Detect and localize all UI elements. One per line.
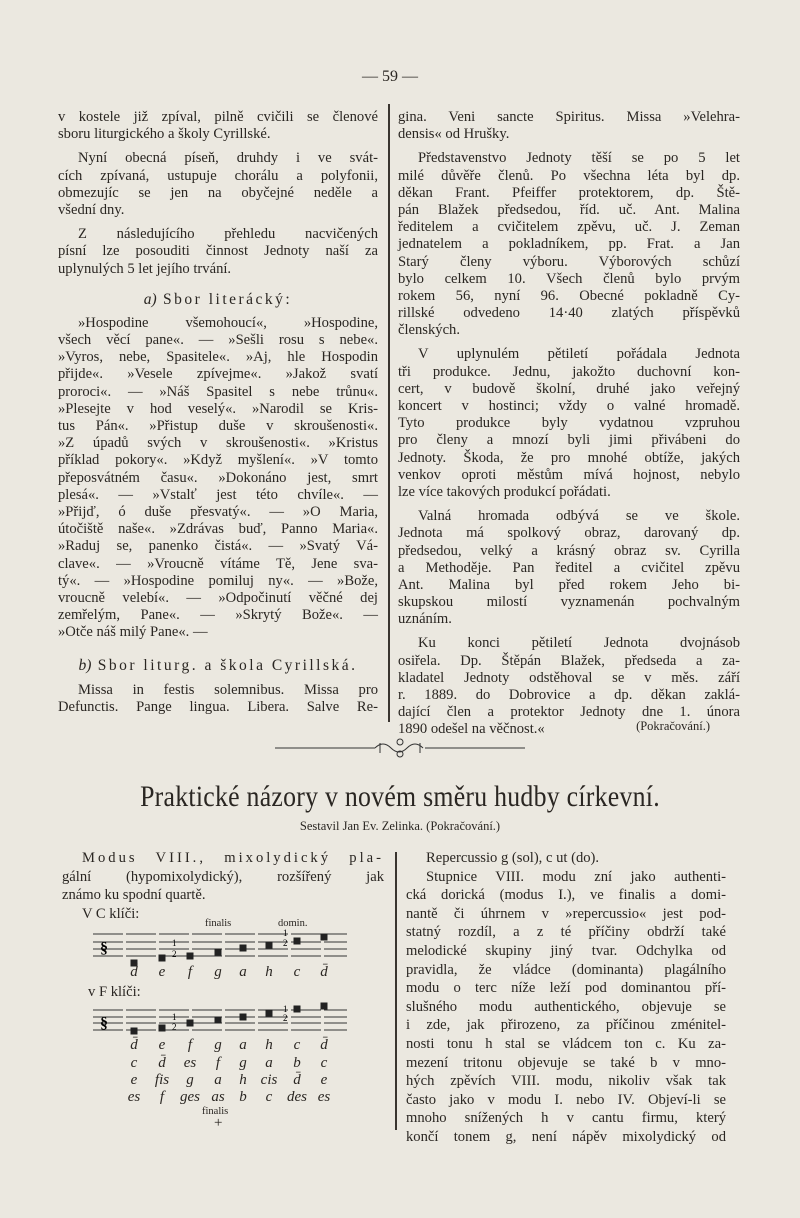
note-name: a (239, 964, 247, 980)
text-line: plesá«. — »Vstalť jest této chvíle«. — (58, 486, 378, 503)
text-line: slušného modu authentického, objevuje se (406, 998, 726, 1015)
text-line: Modus VIII., mixolydický pla- (82, 850, 384, 866)
text-line: Ku konci pětiletí Jednota dvojnásob (418, 635, 740, 652)
text-line: lze více takových produkcí pořádati. (398, 483, 611, 500)
note-name: g (239, 1055, 247, 1071)
text-line: Defunctis. Pange lingua. Libera. Salve Re- (58, 698, 378, 715)
text-line: Představenstvo Jednoty těší se po 5 let (418, 150, 740, 167)
text-line: tý«. — »Hospodine pomiluj ny«. — »Bože, (58, 572, 378, 589)
c-clef-label: V C klíči: (82, 905, 140, 922)
text-line: melodické skupiny jiný tvar. Odchylka od (406, 942, 726, 959)
c-clef-note-names (120, 964, 350, 982)
note-name: ges (180, 1089, 200, 1105)
text-line: uplynulých 5 let jejího trvání. (58, 260, 232, 277)
note-name: as (211, 1089, 225, 1105)
note-name: f (215, 1055, 221, 1071)
text-line: mezení tritonu objevuje se také b v mno- (406, 1054, 726, 1071)
text-line: děkan Frant. Pfeiffer protektorem, dp. Ště- (398, 184, 740, 201)
note-square (294, 1006, 301, 1013)
text-line: písní lze posouditi činnost Jednoty naší za (58, 243, 378, 260)
interval-mark: 1 (283, 928, 288, 938)
text-line: »Raduj se, panenko čistá«. — »Svatý Vá- (58, 538, 378, 555)
note-name: cis (260, 1072, 278, 1088)
note-square (266, 942, 273, 949)
text-line: dající člen a protektor Jednoty dne 1. února (398, 704, 740, 721)
interval-mark: 2 (283, 938, 288, 948)
finalis-label: finalis (202, 1106, 229, 1117)
text-line: tři produkce. Jednu, jakožto duchovní kon- (398, 363, 740, 380)
interval-mark: 2 (283, 1013, 288, 1023)
note-name: c (293, 1037, 301, 1053)
text-line: milé důvěře členů. Po všechna léta byl dp. (398, 167, 740, 184)
text-line: všech věcí pane«. — »Sešli rosu s nebe«. (58, 332, 378, 349)
text-line: »Z úpadů svých v skroušenosti«. »Kristus (58, 435, 378, 452)
text-line: vroucně velebí«. — »Odpočinutí věčné dej (58, 589, 378, 606)
text-line: Jednota má spolkový obraz, darovaný dp. (398, 525, 740, 542)
note-square (240, 1014, 247, 1021)
text-line: »Hospodine všemohoucí«, »Hospodine, (78, 314, 378, 331)
c-clef-staff-lines (93, 934, 347, 967)
text-line: Starý členy výboru. Výborových schůzí (398, 253, 740, 270)
staff-label-finalis: finalis (205, 918, 232, 929)
text-line: ředitelem a cvičitelem zpěvu, uč. J. Zeman (398, 219, 740, 236)
interval-mark: 1 (172, 938, 177, 948)
text-line: známo ku spodní quartě. (62, 887, 206, 904)
note-square (215, 1017, 222, 1024)
clef-icon: § (100, 1015, 108, 1032)
note-name: g (214, 1037, 222, 1053)
f-clef-note-row (120, 1037, 350, 1055)
note-name: c (320, 1055, 328, 1071)
column-divider-bottom (395, 852, 397, 1130)
note-name: c (265, 1089, 273, 1105)
note-name: c (130, 1055, 138, 1071)
text-line: pravidla, že vládce (dominanta) plagálního (406, 961, 726, 978)
note-square (131, 1028, 138, 1035)
text-line: Ant. Malina byl před rokem Jeho bi- (398, 576, 740, 593)
text-line: uznáním. (398, 611, 452, 628)
text-line: nantě či úhrnem v »repercussio« jest pod- (406, 905, 726, 922)
note-name: d̄ (130, 964, 138, 980)
note-square (294, 938, 301, 945)
note-name: es (317, 1089, 331, 1105)
text-line: bylo celkem 10. Všech členů bylo prvým (398, 270, 740, 287)
note-name: f (187, 1037, 193, 1053)
text-line: clave«. — »Vroucně vítáme Tě, Jene sva- (58, 555, 378, 572)
text-line: venkov oproti městům mívá hojnost, nebylo (398, 466, 740, 483)
note-name: h (239, 1072, 247, 1088)
text-line: koncert v hostinci; vždy o valné hromadě. (398, 398, 740, 414)
text-line: cích zpívaná, ustupuje chorálu a polyfonii, (58, 167, 378, 184)
continuation-note: (Pokračování.) (636, 719, 710, 733)
text-line: r. 1889. do Dobrovice a dp. děkan zaklá- (398, 687, 740, 703)
heading-letter: b) (78, 657, 92, 675)
heading-letter: a) (143, 290, 157, 308)
staff-label-dominant: domin. (278, 918, 308, 929)
text-line: přeposvátném času«. »Dokonáno jest, smrt (58, 469, 378, 486)
bottom-right-column (406, 849, 726, 1147)
text-line: skupskou milostí vyznamenán pochvalným (398, 594, 740, 611)
note-square (266, 1010, 273, 1017)
note-square (321, 1003, 328, 1010)
note-square (240, 945, 247, 952)
note-name: g (214, 964, 222, 980)
text-line: kladatel Jednoty odstěhoval se v měs. září (398, 669, 740, 686)
f-clef-note-row (120, 1072, 350, 1090)
note-name: e (158, 1037, 166, 1053)
note-square (159, 1025, 166, 1032)
text-line: cert, v budově školní, druhé jako veřejný (398, 380, 740, 397)
note-square (215, 949, 222, 956)
text-line: nosti tonu h stal se vládcem ton c. Ku za- (406, 1035, 726, 1052)
text-line: Stupnice VIII. modu zní jako authenti- (426, 868, 726, 885)
note-name: b (293, 1055, 301, 1071)
note-name: es (183, 1055, 197, 1071)
note-name: b (239, 1089, 247, 1105)
text-line: 1890 odešel na věčnost.« (398, 721, 545, 738)
note-name: d̄ (320, 1037, 328, 1053)
interval-mark: 2 (172, 949, 177, 959)
text-line: Valná hromada odbývá se ve škole. (418, 508, 740, 525)
text-line: osiřela. Dp. Štěpán Blažek, předseda a za- (398, 652, 740, 669)
note-name: fis (154, 1072, 170, 1088)
text-line: Jednoty. Škoda, že pro mnohé obtíže, jakých (398, 449, 740, 466)
note-name: f (159, 1089, 165, 1105)
text-line: přijde«. »Vesele zpívejme«. »Jakož svatí (58, 366, 378, 383)
text-line: gální (hypomixolydický), rozšířený jak (62, 868, 384, 885)
note-name: d̄ (293, 1072, 301, 1088)
note-name: h (265, 1037, 273, 1053)
note-name: a (214, 1072, 222, 1088)
interval-mark: 1 (172, 1012, 177, 1022)
heading-text: Sbor liturg. a škola Cyrillská. (97, 657, 358, 675)
text-line: předsedou, velký a krásný obraz sv. Cyrilla (398, 542, 740, 559)
note-square (321, 934, 328, 941)
text-line: pán Blažek předsedou, říd. uč. Ant. Malina (398, 201, 740, 218)
note-name: es (127, 1089, 141, 1105)
clef-icon: § (100, 940, 108, 957)
text-line: densis« od Hrušky. (398, 126, 510, 143)
text-line: sboru liturgického a školy Cyrillské. (58, 126, 271, 143)
text-line: pro členy a mnozí byli jimi přivábeni do (398, 432, 740, 449)
text-line: jednatelem a pokladníkem, pp. Frat. a Jan (398, 236, 740, 253)
note-name: h (265, 964, 273, 980)
heading-text: Sbor literácký: (163, 290, 293, 308)
text-line: rokem 56, nyní 96. Obecné pokladně Cy- (398, 287, 740, 304)
interval-mark: 2 (172, 1022, 177, 1032)
text-line: statný rozdíl, a z té příčiny obdrží také (406, 924, 726, 941)
note-name: d̄ (320, 964, 328, 980)
note-name: d̄ (130, 1037, 138, 1053)
text-line: zemřelým, Pane«. — »Skrytý Bože«. — (58, 607, 378, 624)
text-line: »Plesejte v hod veselý«. »Narodil se Kris- (58, 400, 378, 417)
text-line: Z následujícího přehledu nacvičených (78, 226, 378, 243)
f-clef-label: v F klíči: (88, 984, 141, 1000)
text-line: V uplynulém pětiletí pořádala Jednota (418, 346, 740, 363)
text-line: Repercussio g (sol), c ut (do). (426, 850, 600, 866)
interval-mark: 1 (283, 1004, 288, 1014)
text-line: Missa in festis solemnibus. Missa pro (78, 681, 378, 698)
note-square (187, 953, 194, 960)
text-line: obmezujíc se jen na obyčejné neděle a (58, 184, 378, 201)
text-line: proroci«. — »Náš Spasitel s nebe trůnu«. (58, 383, 378, 400)
text-line: všední dny. (58, 201, 125, 218)
note-name: d̄ (158, 1055, 166, 1071)
note-square (187, 1020, 194, 1027)
note-name: a (265, 1055, 273, 1071)
note-square (159, 955, 166, 962)
text-line: často jako v modu I. nebo IV. Objeví-li se (406, 1091, 726, 1108)
text-line: modu o terc níže leží pod dominantou pří- (406, 980, 726, 997)
text-line: i zde, jak přirozeno, za příčinou zménitel- (406, 1017, 726, 1034)
text-line: končí tonem g, není nápěv mixolydický od (406, 1128, 726, 1145)
article-title: Praktické názory v novém směru hudby církevní. (140, 780, 660, 813)
text-line: mnoho snížených h v cantu firmu, který (406, 1110, 726, 1127)
text-line: hých zpěvích VIII. modu, nikoliv však tak (406, 1073, 726, 1090)
text-line: »Vyros, nebe, Spasitele«. »Aj, hle Hospodin (58, 349, 378, 366)
note-name: c (293, 964, 301, 980)
note-name: des (287, 1089, 307, 1105)
note-name: e (320, 1072, 328, 1088)
finalis-mark: + (214, 1115, 223, 1131)
note-name: a (239, 1037, 247, 1053)
text-line: v kostele již zpíval, pilně cvičili se členové (58, 109, 378, 125)
text-line: gina. Veni sancte Spiritus. Missa »Velehra- (398, 109, 740, 125)
note-name: e (158, 964, 166, 980)
text-line: Tyto produkce byly vydatnou vzpruhou (398, 415, 740, 432)
text-line: »Přijď, ó duše přesvatý«. — »O Maria, (58, 503, 378, 520)
text-line: rillské odvedeno 14·40 zlatých příspěvků (398, 305, 740, 322)
text-line: tus Pán«. »Přistup duše v skroušenosti«. (58, 418, 378, 435)
note-name: f (187, 964, 193, 980)
f-clef-note-row (120, 1089, 350, 1107)
note-name: g (186, 1072, 194, 1088)
page-number: — 59 — (362, 68, 418, 85)
text-line: »Otče náš milý Pane«. — (58, 624, 208, 641)
f-clef-note-row (120, 1055, 350, 1073)
f-clef-staff-lines (93, 1003, 347, 1035)
article-subtitle: Sestavil Jan Ev. Zelinka. (Pokračování.) (299, 819, 501, 833)
note-name: e (130, 1072, 138, 1088)
text-line: Nyní obecná píseň, druhdy i ve svát- (78, 150, 378, 167)
text-line: útočiště naše«. »Zdrávas buď, Panno Maria«. (58, 521, 378, 538)
text-line: a Methoděje. Pan ředitel a cvičitel zpěvu (398, 559, 740, 576)
text-line: příklad pokory«. »Když myšlení«. »V tomto (58, 452, 378, 469)
text-line: členských. (398, 322, 461, 339)
text-line: cká dorická (modus I.), ve finalis a domi- (406, 887, 726, 904)
